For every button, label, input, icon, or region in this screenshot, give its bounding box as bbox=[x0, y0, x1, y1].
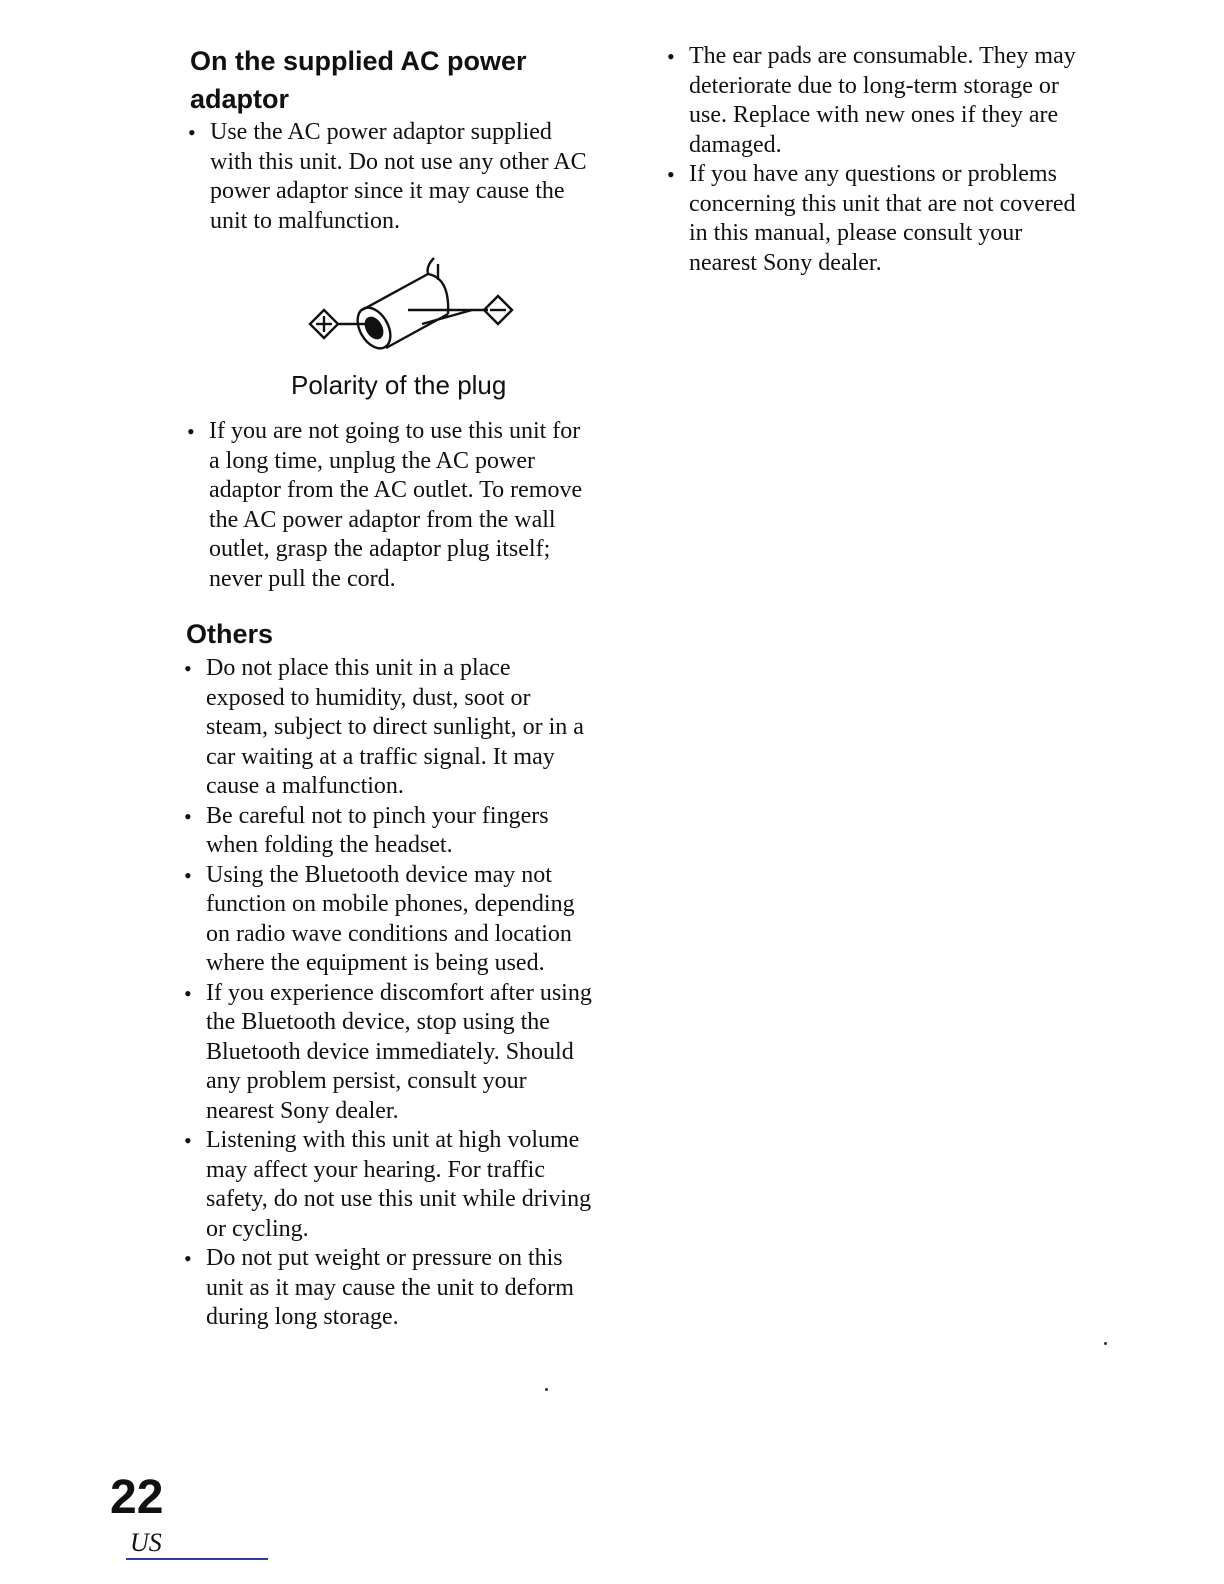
list-item bbox=[182, 861, 632, 979]
text-line: steam, subject to direct sunlight, or in a bbox=[206, 714, 584, 740]
text-line: or cycling. bbox=[206, 1215, 309, 1242]
text-line: may affect your hearing. For traffic bbox=[206, 1156, 545, 1183]
text-line: car waiting at a traffic signal. It may bbox=[206, 743, 555, 770]
text-line: the Bluetooth device, stop using the bbox=[206, 1009, 550, 1035]
page-region-suffix: US bbox=[130, 1528, 162, 1557]
list-item bbox=[182, 979, 632, 1127]
text-line: unit to malfunction. bbox=[210, 207, 400, 234]
text-line: nearest Sony dealer. bbox=[206, 1097, 399, 1124]
text-line: Use the AC power adaptor supplied bbox=[210, 119, 552, 145]
ac-adaptor-bullets-1 bbox=[186, 118, 626, 236]
section-heading-others: Others bbox=[186, 619, 274, 649]
text-line: The ear pads are consumable. They may bbox=[689, 43, 1076, 69]
section-heading-ac-adaptor bbox=[190, 42, 527, 118]
plug-polarity-illustration bbox=[288, 256, 528, 360]
text-line: where the equipment is being used. bbox=[206, 950, 545, 976]
list-item bbox=[182, 1244, 632, 1333]
text-line: unit as it may cause the unit to deform bbox=[206, 1274, 574, 1301]
text-line: If you experience discomfort after using bbox=[206, 979, 592, 1006]
text-line: exposed to humidity, dust, soot or bbox=[206, 684, 531, 711]
list-item bbox=[182, 802, 632, 861]
scan-speck bbox=[545, 1388, 548, 1391]
text-line: damaged. bbox=[689, 131, 782, 158]
text-line: any problem persist, consult your bbox=[206, 1068, 527, 1094]
figure-caption: Polarity of the plug bbox=[291, 370, 507, 400]
text-line: outlet, grasp the adaptor plug itself; bbox=[209, 536, 551, 562]
heading-line: On the supplied AC power bbox=[190, 46, 527, 76]
text-line: power adaptor since it may cause the bbox=[210, 178, 565, 204]
text-line: nearest Sony dealer. bbox=[689, 249, 882, 276]
text-line: function on mobile phones, depending bbox=[206, 891, 575, 917]
text-line: adaptor from the AC outlet. To remove bbox=[209, 477, 583, 503]
list-item bbox=[665, 42, 1125, 160]
text-line: If you have any questions or problems bbox=[689, 161, 1057, 187]
text-line: during long storage. bbox=[206, 1304, 399, 1330]
text-line: Do not place this unit in a place bbox=[206, 655, 511, 681]
page-number: 22 bbox=[110, 1471, 164, 1524]
others-bullets bbox=[182, 654, 632, 1333]
list-item bbox=[182, 1126, 632, 1244]
text-line: Bluetooth device immediately. Should bbox=[206, 1038, 574, 1065]
list-item bbox=[186, 118, 626, 236]
text-line: If you are not going to use this unit for bbox=[209, 418, 581, 444]
text-line: when folding the headset. bbox=[206, 832, 453, 858]
text-line: on radio wave conditions and location bbox=[206, 920, 572, 947]
text-line: never pull the cord. bbox=[209, 565, 396, 592]
list-item bbox=[665, 160, 1125, 278]
list-item bbox=[185, 417, 625, 594]
page-number-underline bbox=[126, 1558, 268, 1560]
text-line: use. Replace with new ones if they are bbox=[689, 102, 1059, 128]
text-line: in this manual, please consult your bbox=[689, 220, 1023, 246]
right-column-bullets bbox=[665, 42, 1125, 278]
scan-speck bbox=[1104, 1342, 1107, 1345]
text-line: safety, do not use this unit while driving bbox=[206, 1186, 592, 1212]
text-line: deteriorate due to long-term storage or bbox=[689, 72, 1059, 99]
text-line: with this unit. Do not use any other AC bbox=[210, 148, 587, 175]
text-line: Do not put weight or pressure on this bbox=[206, 1245, 563, 1271]
text-line: a long time, unplug the AC power bbox=[209, 447, 535, 474]
ac-adaptor-bullets-2 bbox=[185, 417, 625, 594]
text-line: cause a malfunction. bbox=[206, 773, 404, 799]
heading-line: adaptor bbox=[190, 84, 290, 114]
text-line: Be careful not to pinch your fingers bbox=[206, 802, 549, 829]
text-line: Using the Bluetooth device may not bbox=[206, 861, 552, 888]
text-line: the AC power adaptor from the wall bbox=[209, 506, 556, 533]
text-line: concerning this unit that are not covered bbox=[689, 190, 1076, 217]
list-item bbox=[182, 654, 632, 802]
text-line: Listening with this unit at high volume bbox=[206, 1127, 580, 1153]
